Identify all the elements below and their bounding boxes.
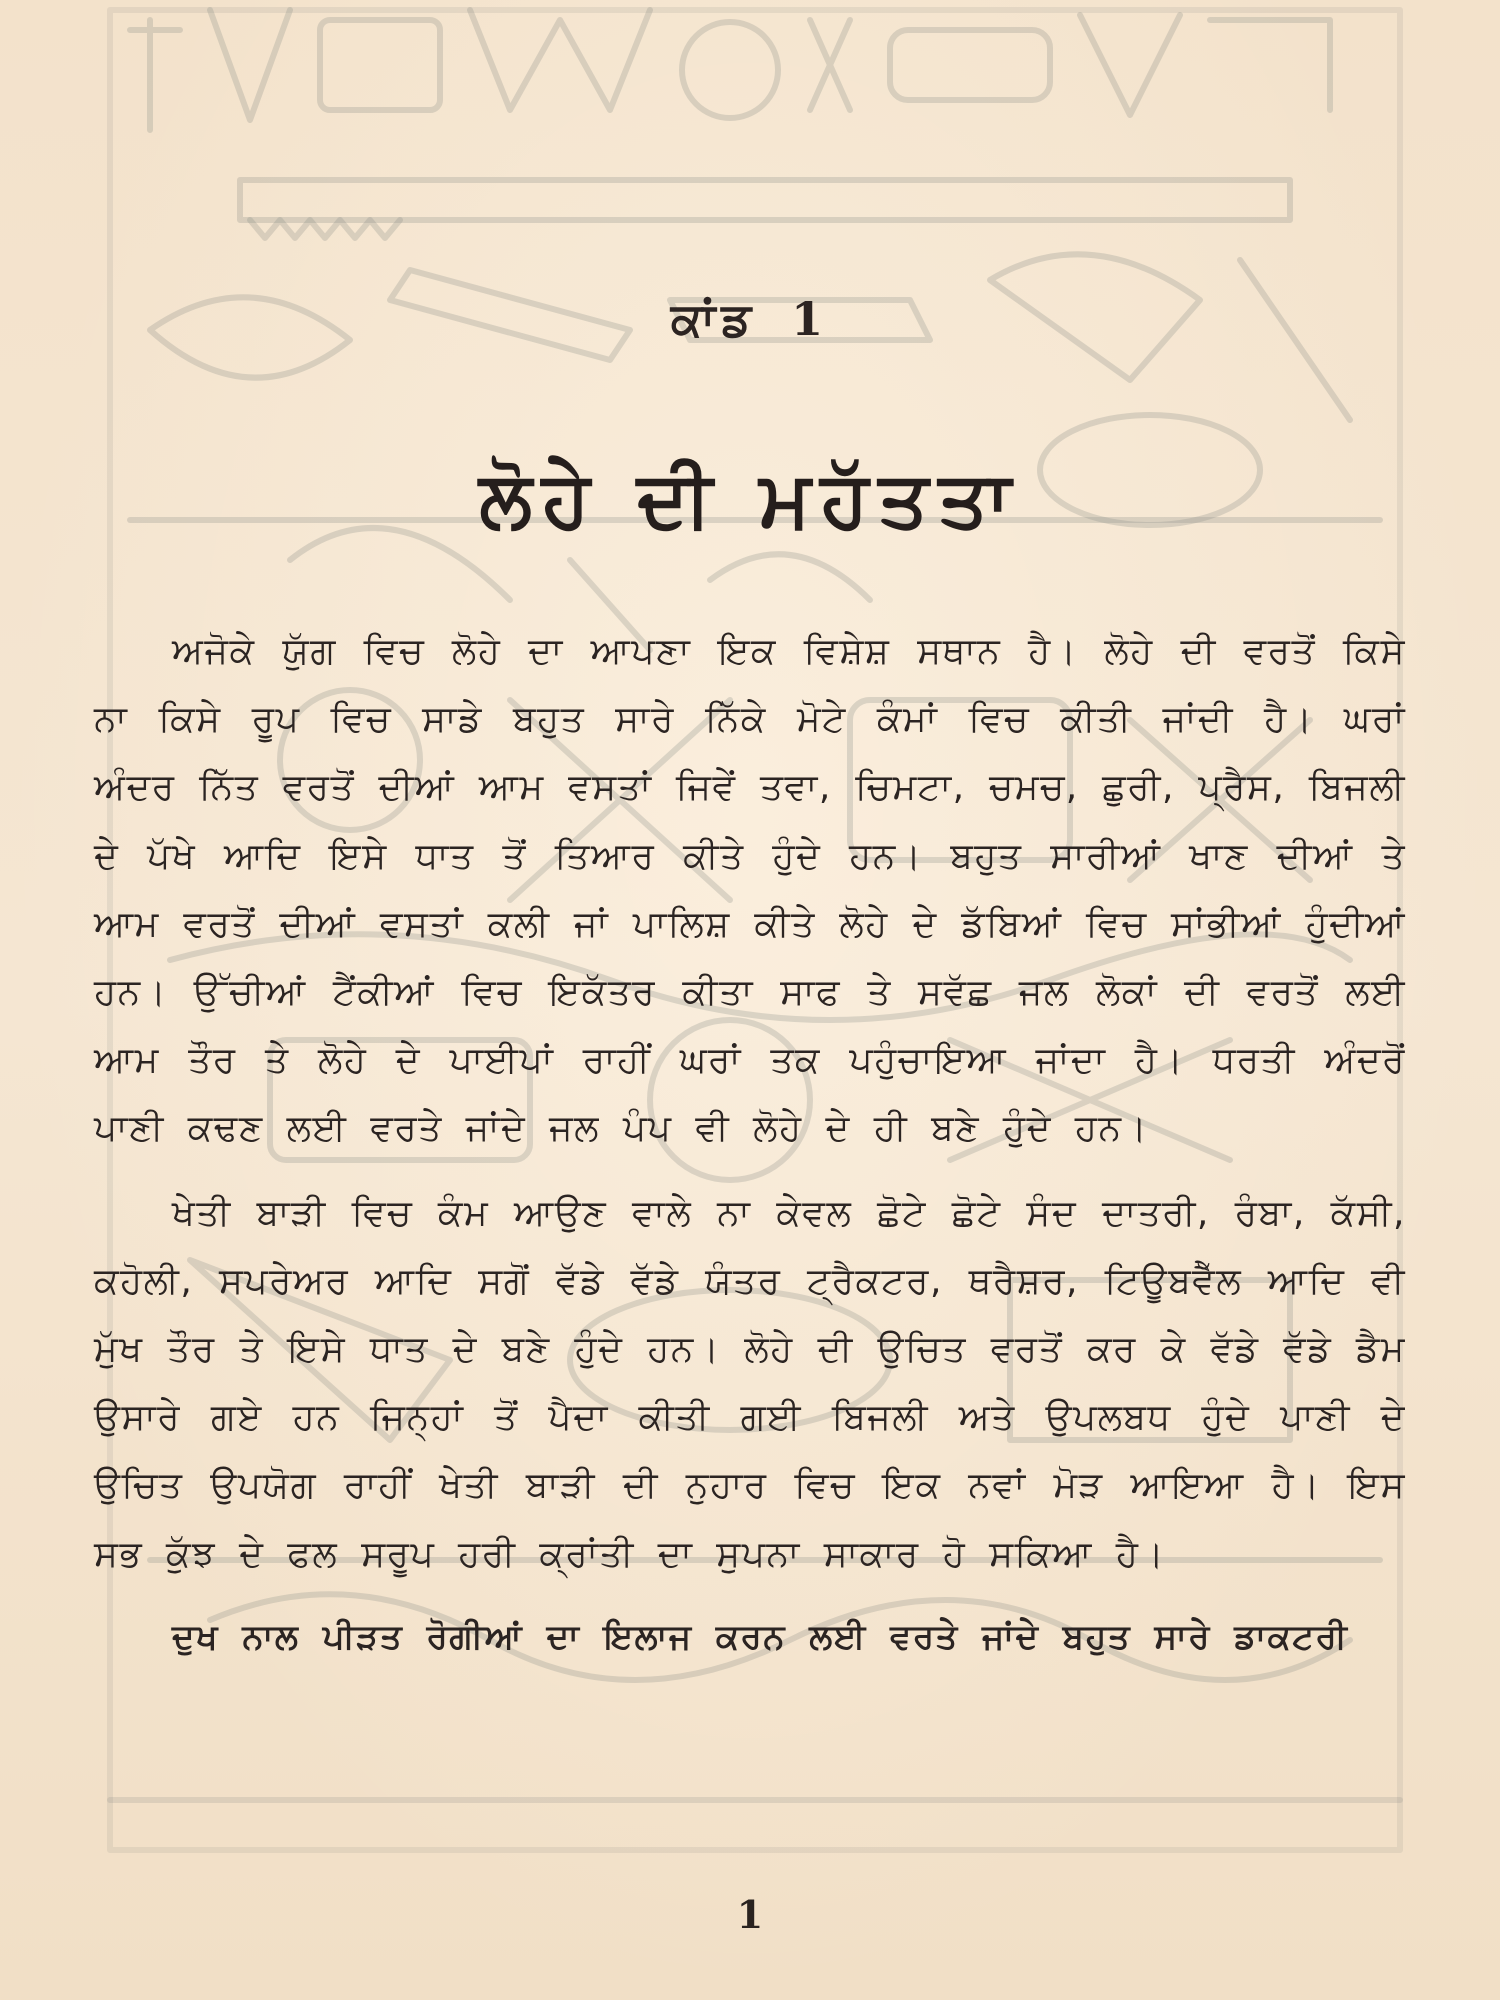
chapter-label: ਕਾਂਡ <box>670 292 758 346</box>
page-title: ਲੋਹੇ ਦੀ ਮਹੱਤਤਾ <box>479 455 1021 545</box>
chapter-number: 1 <box>791 292 830 346</box>
chapter-heading <box>0 292 1500 348</box>
paragraph: ਅਜੋਕੇ ਯੁੱਗ ਵਿਚ ਲੋਹੇ ਦਾ ਆਪਣਾ ਇਕ ਵਿਸ਼ੇਸ਼ ਸਥਾਨ ਹੈ। ਲੋਹੇ ਦੀ ਵਰਤੋਂ ਕਿਸੇ ਨਾ ਕਿਸੇ ਰੂਪ ਵਿਚ ਸਾਡੇ ਬਹੁਤ ਸਾਰੇ ਨਿੱਕੇ ਮੋਟੇ ਕੰਮਾਂ ਵਿਚ ਕੀਤੀ ਜਾਂਦੀ ਹੈ। ਘਰਾਂ ਅੰਦਰ ਨਿੱਤ ਵਰਤੋਂ ਦੀਆਂ ਆਮ ਵਸਤਾਂ ਜਿਵੇਂ ਤਵਾ, ਚਿਮਟਾ, ਚਮਚ, ਛੁਰੀ, ਪ੍ਰੈਸ, ਬਿਜਲੀ ਦੇ ਪੱਖੇ ਆਦਿ ਇਸੇ ਧਾਤ ਤੋਂ ਤਿਆਰ ਕੀਤੇ ਹੁੰਦੇ ਹਨ। ਬਹੁਤ ਸਾਰੀਆਂ ਖਾਣ ਦੀਆਂ ਤੇ ਆਮ ਵਰਤੋਂ ਦੀਆਂ ਵਸਤਾਂ ਕਲੀ ਜਾਂ ਪਾਲਿਸ਼ ਕੀਤੇ ਲੋਹੇ ਦੇ ਡੱਬਿਆਂ ਵਿਚ ਸਾਂਭੀਆਂ ਹੁੰਦੀਆਂ ਹਨ। ਉੱਚੀਆਂ ਟੈਂਕੀਆਂ ਵਿਚ ਇਕੱਤਰ ਕੀਤਾ ਸਾਫ ਤੇ ਸਵੱਛ ਜਲ ਲੋਕਾਂ ਦੀ ਵਰਤੋਂ ਲਈ ਆਮ ਤੌਰ ਤੇ ਲੋਹੇ ਦੇ ਪਾਈਪਾਂ ਰਾਹੀਂ ਘਰਾਂ ਤਕ ਪਹੁੰਚਾਇਆ ਜਾਂਦਾ ਹੈ। ਧਰਤੀ ਅੰਦਰੋਂ ਪਾਣੀ ਕਢਣ ਲਈ ਵਰਤੇ ਜਾਂਦੇ ਜਲ ਪੰਪ ਵੀ ਲੋਹੇ ਦੇ ਹੀ ਬਣੇ ਹੁੰਦੇ ਹਨ। <box>94 631 1406 1150</box>
paragraph: ਖੇਤੀ ਬਾੜੀ ਵਿਚ ਕੰਮ ਆਉਣ ਵਾਲੇ ਨਾ ਕੇਵਲ ਛੋਟੇ ਛੋਟੇ ਸੰਦ ਦਾਤਰੀ, ਰੰਬਾ, ਕੱਸੀ, ਕਹੋਲੀ, ਸਪਰੇਅਰ ਆਦਿ ਸਗੋਂ ਵੱਡੇ ਵੱਡੇ ਯੰਤਰ ਟ੍ਰੈਕਟਰ, ਥਰੈਸ਼ਰ, ਟਿਊਬਵੈੱਲ ਆਦਿ ਵੀ ਮੁੱਖ ਤੌਰ ਤੇ ਇਸੇ ਧਾਤ ਦੇ ਬਣੇ ਹੁੰਦੇ ਹਨ। ਲੋਹੇ ਦੀ ਉਚਿਤ ਵਰਤੋਂ ਕਰ ਕੇ ਵੱਡੇ ਵੱਡੇ ਡੈਮ ਉਸਾਰੇ ਗਏ ਹਨ ਜਿਨ੍ਹਾਂ ਤੋਂ ਪੈਦਾ ਕੀਤੀ ਗਈ ਬਿਜਲੀ ਅਤੇ ਉਪਲਬਧ ਹੁੰਦੇ ਪਾਣੀ ਦੇ ਉਚਿਤ ਉਪਯੋਗ ਰਾਹੀਂ ਖੇਤੀ ਬਾੜੀ ਦੀ ਨੁਹਾਰ ਵਿਚ ਇਕ ਨਵਾਂ ਮੋੜ ਆਇਆ ਹੈ। ਇਸ ਸਭ ਕੁੱਝ ਦੇ ਫਲ ਸਰੂਪ ਹਰੀ ਕ੍ਰਾਂਤੀ ਦਾ ਸੁਪਨਾ ਸਾਕਾਰ ਹੋ ਸਕਿਆ ਹੈ। <box>94 1192 1406 1575</box>
paragraph: ਦੁਖ ਨਾਲ ਪੀੜਤ ਰੋਗੀਆਂ ਦਾ ਇਲਾਜ ਕਰਨ ਲਈ ਵਰਤੇ ਜਾਂਦੇ ਬਹੁਤ ਸਾਰੇ ਡਾਕਟਰੀ <box>172 1616 1349 1657</box>
body-text <box>94 618 1406 1671</box>
page-number: 1 <box>736 1892 764 1937</box>
